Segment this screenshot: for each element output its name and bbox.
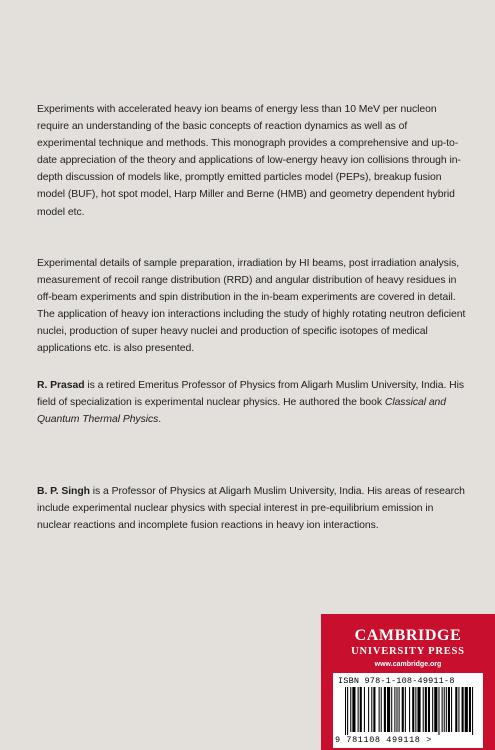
barcode-bar xyxy=(368,687,369,732)
author-bio-1-post: . xyxy=(158,414,162,426)
barcode-bar xyxy=(446,687,447,732)
barcode-bar xyxy=(387,687,390,732)
barcode-bar xyxy=(402,687,404,732)
barcode-bar xyxy=(391,687,392,732)
barcode-bar xyxy=(417,687,420,732)
blurb-paragraph-2 xyxy=(37,255,467,358)
author-bio-text-1 xyxy=(37,377,467,428)
barcode-bar xyxy=(405,687,406,732)
author-bio-1 xyxy=(37,377,467,428)
barcode-bar xyxy=(347,687,348,735)
barcode-bar xyxy=(444,687,445,732)
barcode-bar xyxy=(350,687,351,732)
barcode-bar xyxy=(412,687,414,732)
barcode-bar xyxy=(432,687,433,732)
barcode-bar xyxy=(399,687,400,732)
author-bio-2 xyxy=(37,483,467,534)
author-bio-text-2 xyxy=(37,483,467,534)
author-name-2: B. P. Singh xyxy=(37,486,90,497)
barcode-bar xyxy=(465,687,468,732)
barcode-bar xyxy=(469,687,471,732)
book-title: Classical and Quantum Thermal Physics xyxy=(37,397,447,426)
barcode-bar xyxy=(434,687,437,732)
barcode-bar xyxy=(458,687,459,732)
barcode-bar xyxy=(455,687,457,732)
barcode-bar xyxy=(358,687,359,732)
isbn-label: ISBN 978-1-108-49911-8 xyxy=(338,676,455,686)
blurb-text-2: Experimental details of sample preparation, irradiation by HI beams, post irradiation analysis, measurement of recoil range distribution (RRD) and angular distribution of heavy residues in off-beam experiments and spin distribution in the in-beam experiments are covered in detail. The application of heavy ion interactions including the study of highly rotating neutron deficient nuclei, production of super heavy nuclei and production of specific isotopes of medical applications etc. is also presented. xyxy=(37,258,466,355)
barcode-bar xyxy=(428,687,430,732)
barcode-bar xyxy=(415,687,416,732)
publisher-press: UNIVERSITY PRESS xyxy=(351,646,465,657)
author-name-1: R. Prasad xyxy=(37,380,85,391)
barcode-bar xyxy=(364,687,365,732)
barcode-digits: 9 781108 499118 > xyxy=(335,735,432,745)
blurb-text-1: Experiments with accelerated heavy ion beams of energy less than 10 MeV per nucleon require an understanding of the basic concepts of reaction dynamics as well as of experimental technique and methods. This monograph provides a comprehensive and up-to-date appreciation of the theory and applications of low-energy heavy ion collisions through in-depth discussion of models like, promptly emitted particles model (PEPs), breakup fusion model (BUF), hot spot model, Harp Miller and Berne (HMB) and geometry dependent hybrid model etc. xyxy=(37,104,461,218)
barcode-icon xyxy=(343,687,475,735)
barcode-bar xyxy=(371,687,372,732)
barcode-bar xyxy=(423,687,424,732)
barcode-bar xyxy=(373,687,375,732)
barcode-bar xyxy=(472,687,473,735)
publisher-name: CAMBRIDGE xyxy=(354,627,462,644)
barcode-bar xyxy=(394,687,395,732)
publisher-logo-box xyxy=(321,614,495,750)
author-bio-1-pre: is a retired Emeritus Professor of Physics from Aligarh Muslim University, India. His field of specialization is experimental nuclear physics. He authored the book xyxy=(37,380,464,409)
barcode-bar xyxy=(409,687,410,732)
barcode-panel xyxy=(333,673,483,748)
barcode-bar xyxy=(462,687,464,732)
blurb-paragraph-1 xyxy=(37,101,467,221)
barcode-bar xyxy=(384,687,386,732)
barcode-bar xyxy=(360,687,362,732)
publisher-url: www.cambridge.org xyxy=(374,661,442,668)
barcode-bar xyxy=(381,687,382,732)
barcode-bar xyxy=(451,687,452,732)
barcode-bar xyxy=(396,687,397,732)
barcode-bar xyxy=(345,687,346,735)
barcode-bar xyxy=(352,687,355,732)
barcode-bar xyxy=(425,687,427,732)
author-bio-2-text: is a Professor of Physics at Aligarh Muslim University, India. His areas of research include experimental nuclear physics with special interest in pre-equilibrium emission in nuclear reactions and incomplete fusion reactions in heavy ion interactions. xyxy=(37,486,465,532)
barcode-bar xyxy=(438,687,439,735)
barcode-bar xyxy=(442,687,443,732)
barcode-bar xyxy=(448,687,450,732)
barcode-bar xyxy=(379,687,380,732)
